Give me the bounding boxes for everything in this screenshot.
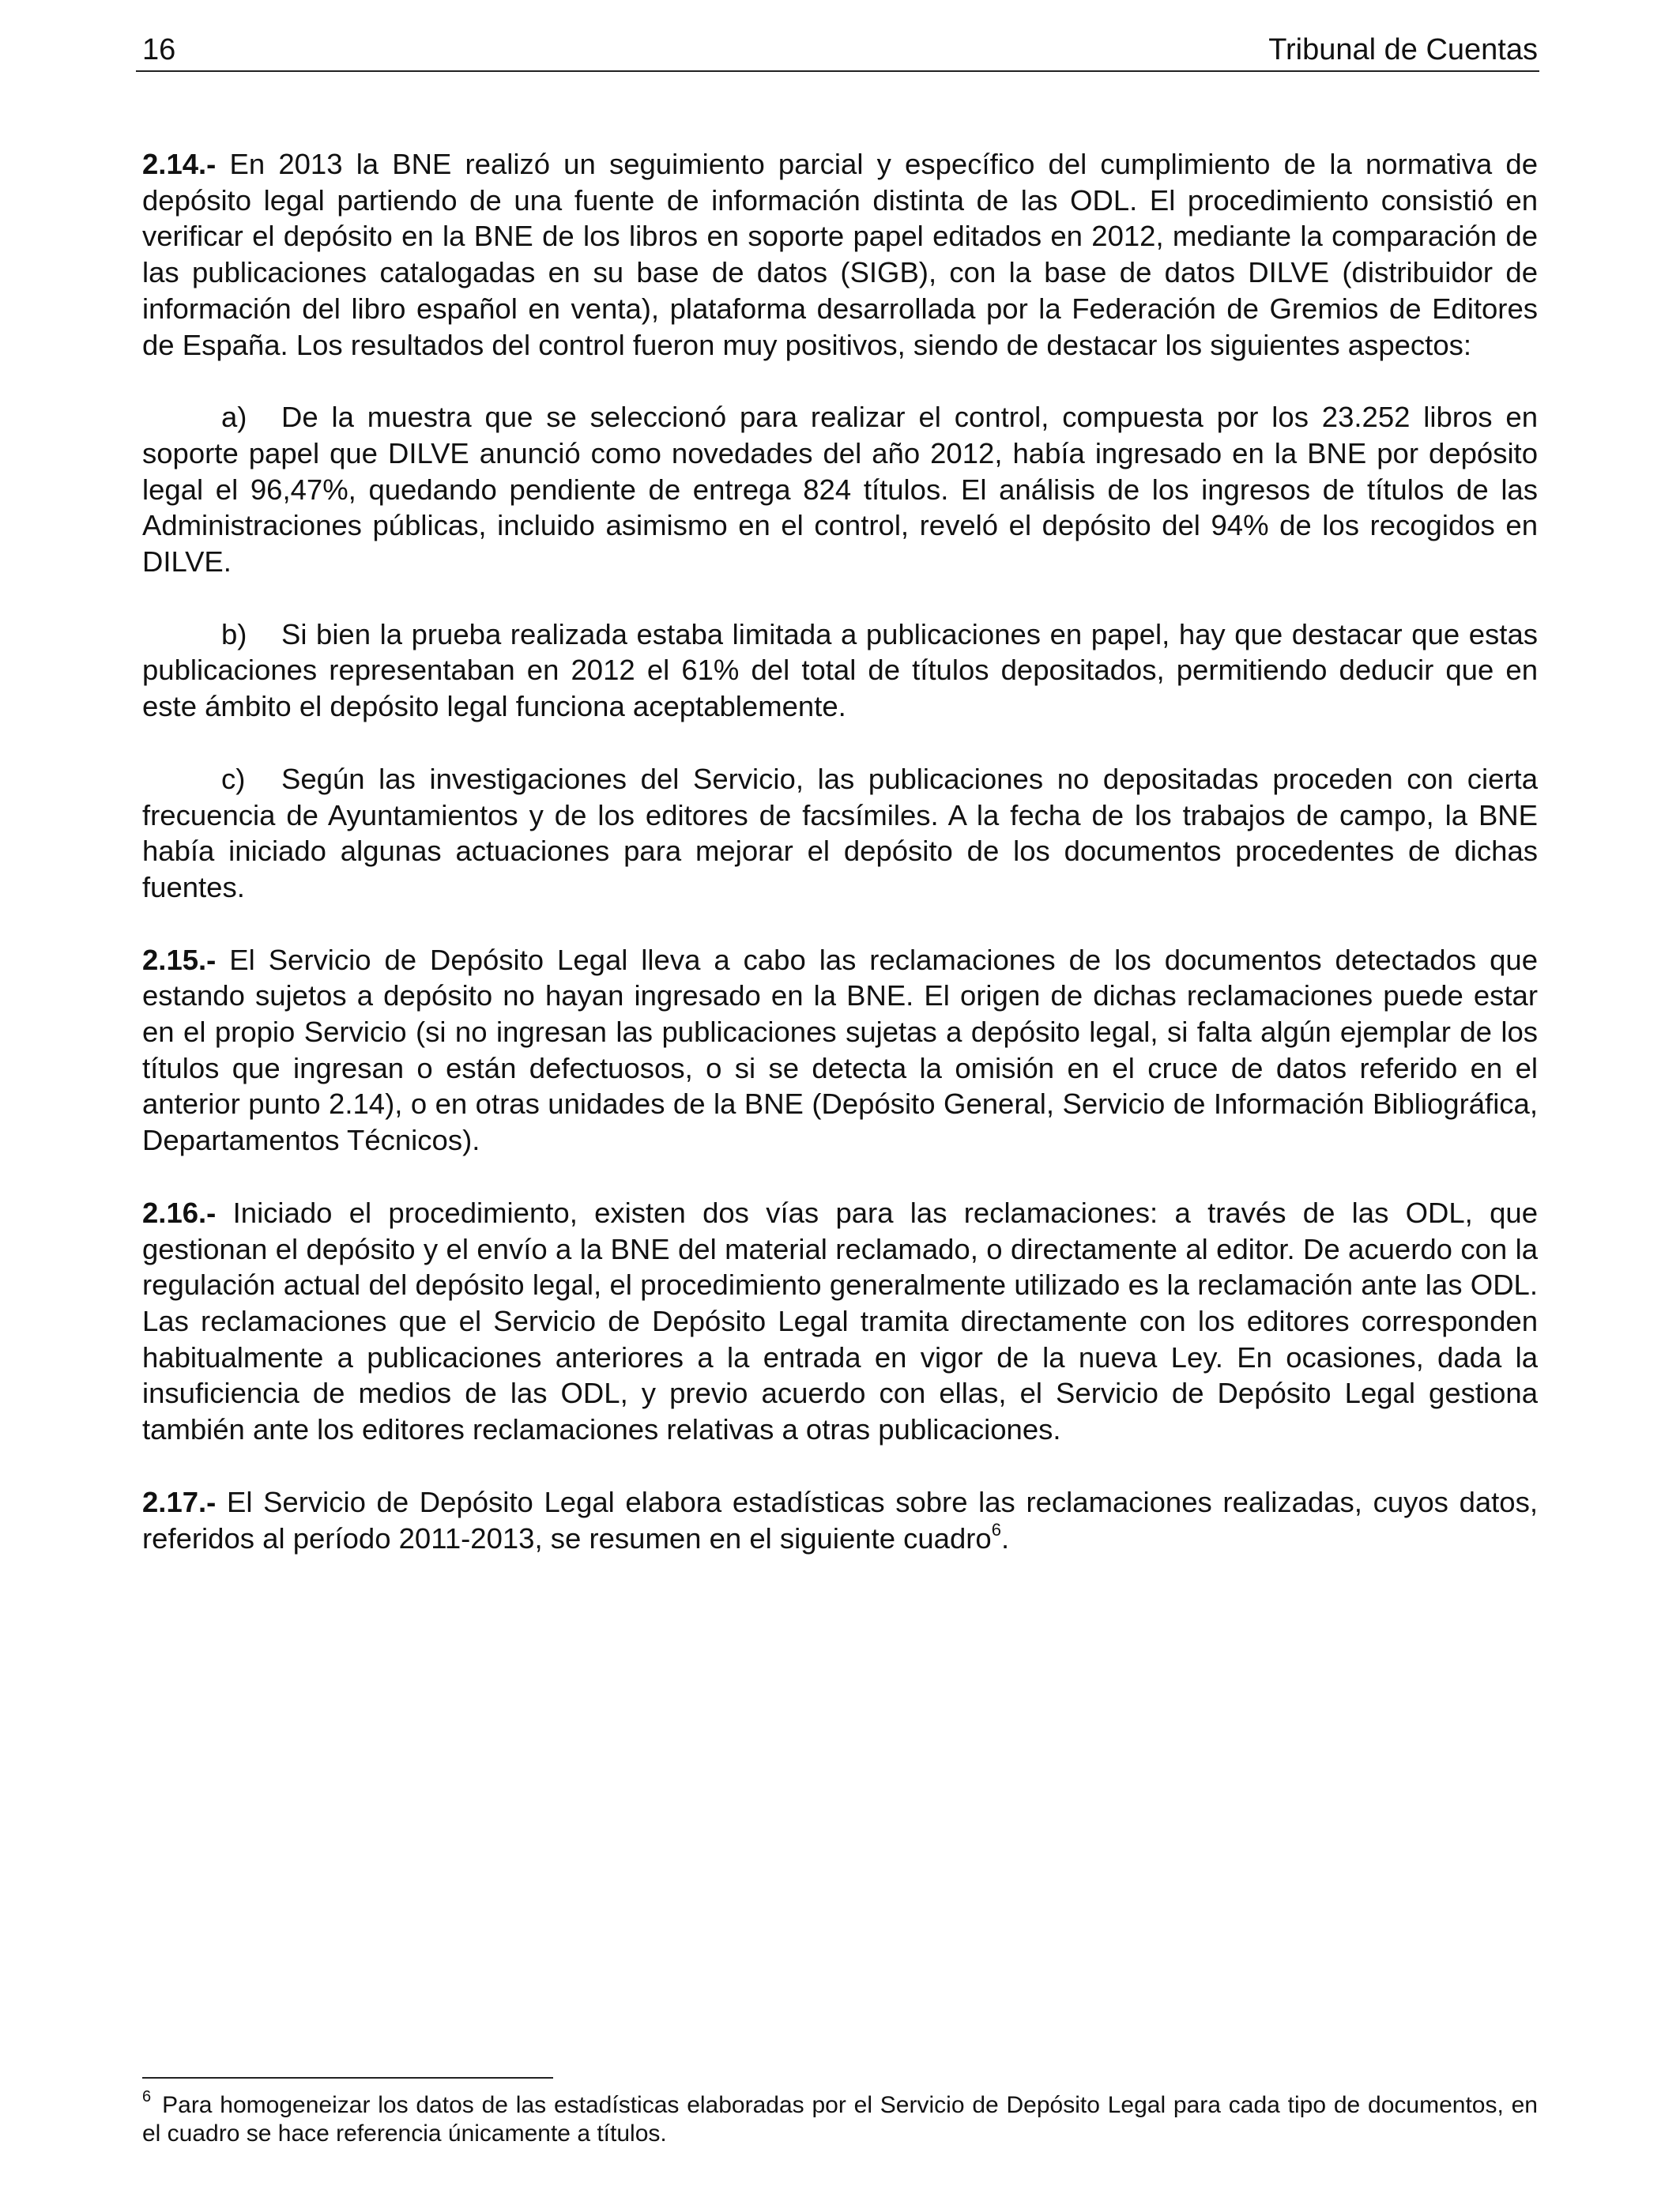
footnote xyxy=(142,2088,1538,2148)
paragraph-text: El Servicio de Depósito Legal lleva a cabo las reclamaciones de los documentos detectados que estando sujetos a depósito no hayan ingresado en la BNE. El origen de dichas reclamaciones puede estar en el propio Servicio (si no ingresan las publicaciones sujetas a depósito legal, si falta algún ejemplar de los títulos que ingresan o están defectuosos, o si se detecta la omisión en el cruce de datos referido en el anterior punto 2.14), o en otras unidades de la BNE (Depósito General, Servicio de Información Bibliográfica, Departamentos Técnicos). xyxy=(142,943,1538,1157)
list-marker: b) xyxy=(221,617,247,650)
section-number: 2.17.- xyxy=(142,1485,217,1518)
section-number: 2.16.- xyxy=(142,1196,217,1229)
list-item-b xyxy=(142,616,1538,725)
list-item-text: De la muestra que se seleccionó para realizar el control, compuesta por los 23.252 libros en soporte papel que DILVE anunció como novedades del año 2012, había ingresado en la BNE por depósito legal el 96,47%, quedando pendiente de entrega 824 títulos. El análisis de los ingresos de títulos de las Administraciones públicas, incluido asimismo en el control, reveló el depósito del 94% de los recogidos en DILVE. xyxy=(142,401,1538,579)
page-number: 16 xyxy=(142,33,176,66)
footnote-number: 6 xyxy=(142,2088,152,2105)
paragraph-2-15 xyxy=(142,942,1538,1159)
footnote-reference[interactable]: 6 xyxy=(991,1519,1001,1540)
list-item-text: Según las investigaciones del Servicio, las publicaciones no depositadas proceden con cierta frecuencia de Ayuntamientos y de los editores de facsímiles. A la fecha de los trabajos de campo, la BNE había iniciado algunas actuaciones para mejorar el depósito de los documentos procedentes de dichas fuentes. xyxy=(142,762,1538,903)
section-number: 2.15.- xyxy=(142,943,217,976)
paragraph-2-16 xyxy=(142,1195,1538,1448)
paragraph-end: . xyxy=(1001,1521,1010,1555)
section-number: 2.14.- xyxy=(142,148,217,180)
footnote-text: Para homogeneizar los datos de las estadísticas elaboradas por el Servicio de Depósito Legal para cada tipo de documentos, en el cuadro se hace referencia únicamente a títulos. xyxy=(142,2092,1538,2147)
paragraph-2-17 xyxy=(142,1484,1538,1556)
paragraph-text: En 2013 la BNE realizó un seguimiento parcial y específico del cumplimiento de la normativa de depósito legal partiendo de una fuente de información distinta de las ODL. El procedimiento consistió en verificar el depósito en la BNE de los libros en soporte papel editados en 2012, mediante la comparación de las publicaciones catalogadas en su base de datos (SIGB), con la base de datos DILVE (distribuidor de información del libro español en venta), plataforma desarrollada por la Federación de Gremios de Editores de España. Los resultados del control fueron muy positivos, siendo de destacar los siguientes aspectos: xyxy=(142,148,1538,361)
list-marker: c) xyxy=(221,762,246,795)
page-header xyxy=(142,30,1538,70)
paragraph-text: Iniciado el procedimiento, existen dos vías para las reclamaciones: a través de las ODL, que gestionan el depósito y el envío a la BNE del material reclamado, o directamente al editor. De acuerdo con la regulación actual del depósito legal, el procedimiento generalmente utilizado es la reclamación ante las ODL. Las reclamaciones que el Servicio de Depósito Legal tramita directamente con los editores corresponden habitualmente a publicaciones anteriores a la entrada en vigor de la nueva Ley. En ocasiones, dada la insuficiencia de medios de las ODL, y previo acuerdo con ellas, el Servicio de Depósito Legal gestiona también ante los editores reclamaciones relativas a otras publicaciones. xyxy=(142,1196,1538,1446)
body-text xyxy=(142,146,1538,1593)
list-item-a xyxy=(142,399,1538,580)
list-marker: a) xyxy=(221,401,247,434)
list-item-c xyxy=(142,761,1538,906)
footnote-rule xyxy=(142,2077,553,2079)
running-title: Tribunal de Cuentas xyxy=(1268,33,1538,66)
header-rule xyxy=(136,70,1539,72)
list-item-text: Si bien la prueba realizada estaba limitada a publicaciones en papel, hay que destacar que estas publicaciones representaban en 2012 el 61% del total de títulos depositados, permitiendo deducir que en este ámbito el depósito legal funciona aceptablemente. xyxy=(142,617,1538,723)
paragraph-2-14 xyxy=(142,146,1538,363)
paragraph-text: El Servicio de Depósito Legal elabora estadísticas sobre las reclamaciones realizadas, cuyos datos, referidos al período 2011-2013, se resumen en el siguiente cuadro xyxy=(142,1485,1538,1555)
